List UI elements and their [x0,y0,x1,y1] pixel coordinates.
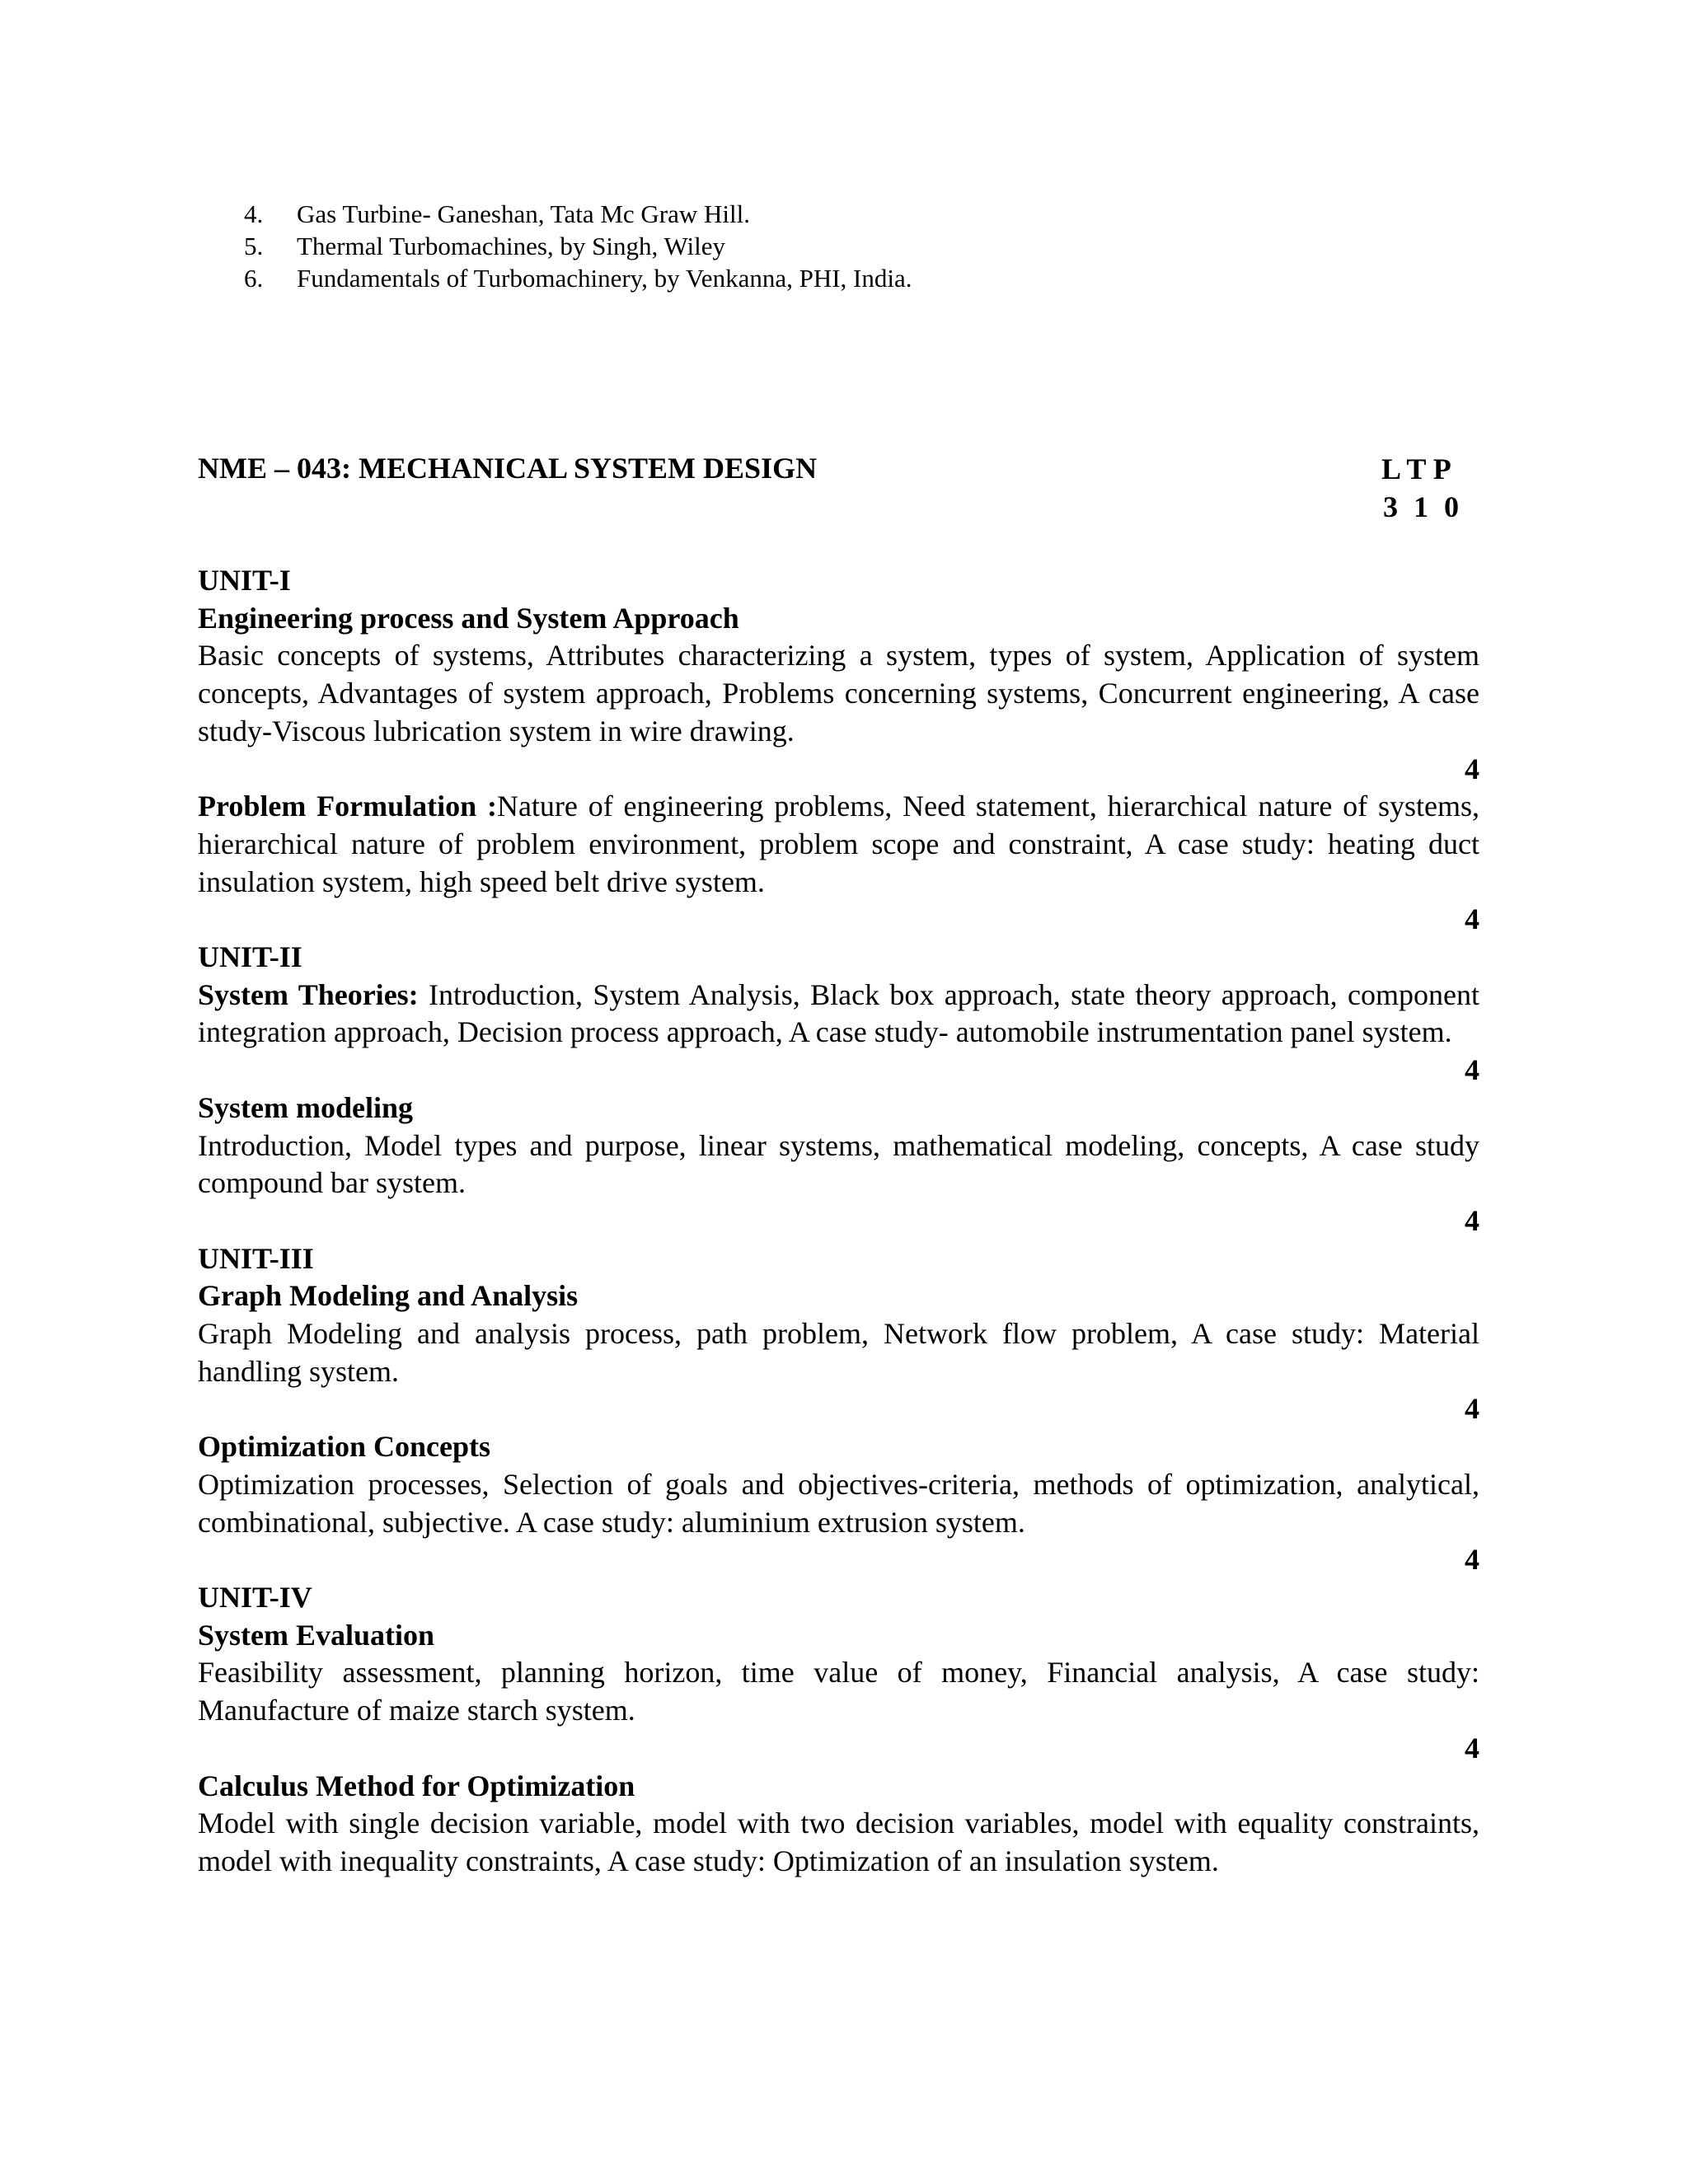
lecture-hours: 4 [1465,1543,1479,1577]
section-heading: Graph Modeling and Analysis [198,1279,579,1313]
unit-label: UNIT-I [198,564,291,597]
reference-number: 5. [244,232,264,260]
section-heading: Optimization Concepts [198,1430,490,1464]
reference-text: Fundamentals of Turbomachinery, by Venkanna, PHI, India. [297,264,912,293]
lecture-hours: 4 [1465,1731,1479,1765]
reference-text: Gas Turbine- Ganeshan, Tata Mc Graw Hill. [297,199,750,228]
course-title: NME – 043: MECHANICAL SYSTEM DESIGN [198,452,818,485]
unit-label: UNIT-III [198,1241,314,1275]
section-text: Model with single decision variable, model with two decision variables, model with equality constraints, model with inequality constraints, A case study: Optimization of an insulation system. [198,1807,1479,1877]
section-heading: Engineering process and System Approach [198,601,739,635]
lecture-hours: 4 [1465,1053,1479,1087]
unit-label: UNIT-IV [198,1580,312,1614]
section-heading: Problem Formulation : [198,790,497,823]
section-heading: System Theories: [198,977,419,1011]
section-paragraph [198,977,1479,1052]
reference-item [244,262,1480,294]
reference-list [244,198,1480,294]
section-text: Introduction, System Analysis, Black box approach, state theory approach, component integration approach, Decision process approach, A case study- automobile instrumentation panel system. [198,977,1479,1049]
section-text: Nature of engineering problems, Need statement, hierarchical nature of systems, hierarchical nature of problem environment, problem scope and constraint, A case study: heating duct insulation system, high speed belt drive system. [198,790,1479,898]
section-heading: Calculus Method for Optimization [198,1769,635,1802]
lecture-hours: 4 [1465,1203,1479,1237]
ltp-block [1381,450,1463,526]
section-paragraph [198,788,1479,901]
section-text: Basic concepts of systems, Attributes characterizing a system, types of system, Application of system concepts, Advantages of system approach, Problems concerning systems, Concurrent engineering, A case study-Viscous lubrication system in wire drawing. [198,639,1479,748]
reference-item [244,230,1480,262]
reference-item [244,198,1480,230]
section-text: Feasibility assessment, planning horizon, time value of money, Financial analysis, A case study: Manufacture of maize starch system. [198,1656,1479,1727]
ltp-values: 3 1 0 [1383,490,1463,523]
syllabus-content [198,562,1479,1881]
reference-number: 4. [244,199,264,228]
lecture-hours: 4 [1465,1392,1479,1426]
section-text: Graph Modeling and analysis process, path problem, Network flow problem, A case study: Material handling system. [198,1317,1479,1388]
section-text: Optimization processes, Selection of goals and objectives-criteria, methods of optimization, analytical, combinational, subjective. A case study: aluminium extrusion system. [198,1467,1479,1539]
reference-number: 6. [244,264,264,293]
reference-text: Thermal Turbomachines, by Singh, Wiley [297,232,725,260]
unit-label: UNIT-II [198,940,302,974]
section-text: Introduction, Model types and purpose, linear systems, mathematical modeling, concepts, A case study compound bar system. [198,1128,1479,1200]
lecture-hours: 4 [1465,752,1479,785]
section-heading: System modeling [198,1090,413,1124]
ltp-label: L T P [1381,452,1451,485]
lecture-hours: 4 [1465,902,1479,936]
section-heading: System Evaluation [198,1618,435,1652]
